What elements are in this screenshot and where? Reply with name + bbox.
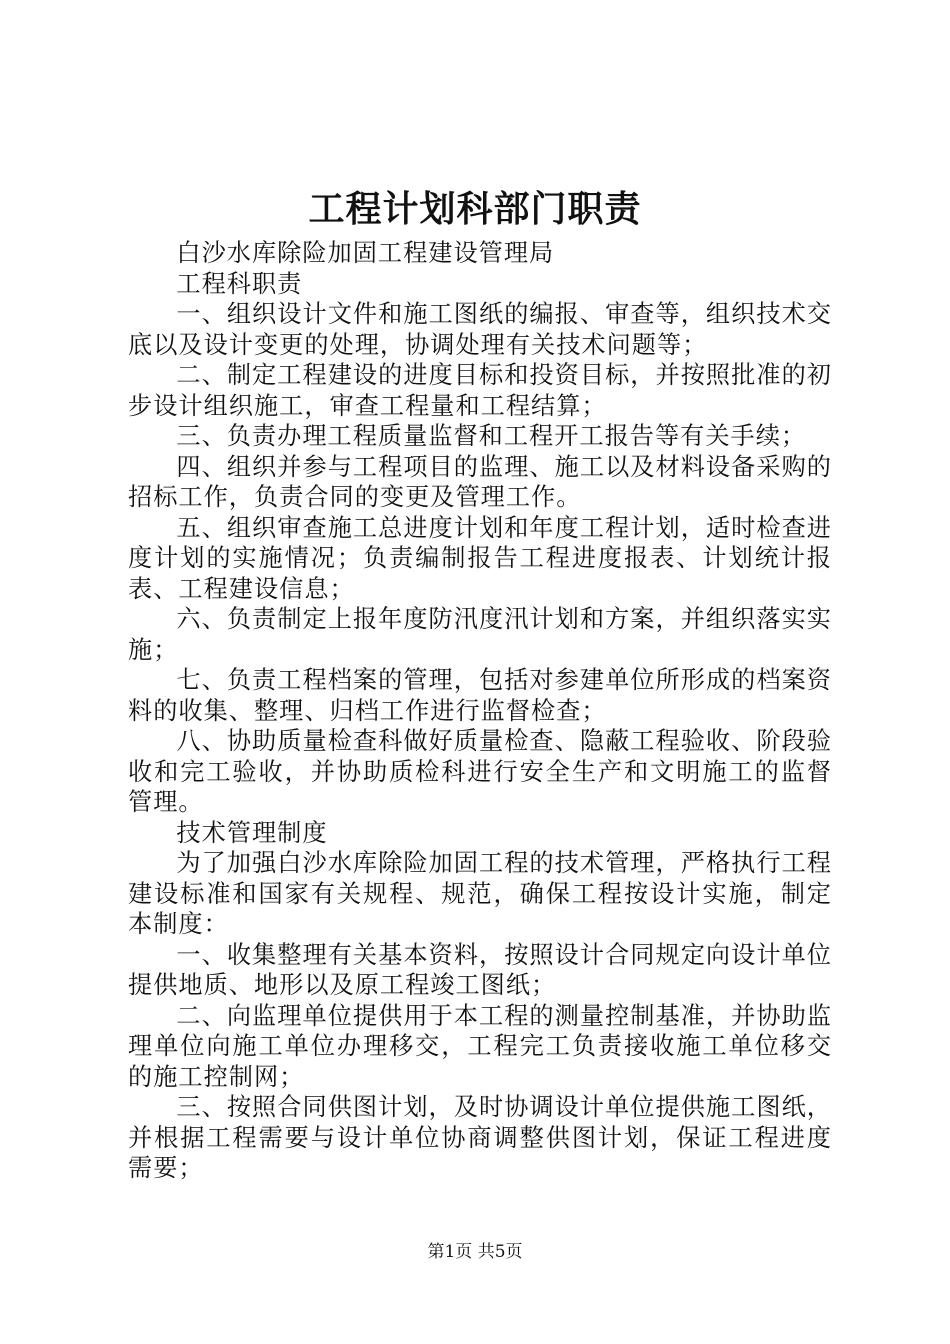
- paragraph: 五、组织审查施工总进度计划和年度工程计划，适时检查进度计划的实施情况；负责编制报告工程进度报表、计划统计报表、工程建设信息；: [128, 513, 832, 603]
- paragraph: 为了加强白沙水库除险加固工程的技术管理，严格执行工程建设标准和国家有关规程、规范，确保工程按设计实施，制定本制度：: [128, 849, 832, 938]
- paragraph: 四、组织并参与工程项目的监理、施工以及材料设备采购的招标工作，负责合同的变更及管理工作。: [128, 452, 832, 511]
- document-body: [128, 238, 832, 1184]
- paragraph: 白沙水库除险加固工程建设管理局: [176, 239, 555, 267]
- paragraph: 一、收集整理有关基本资料，按照设计合同规定向设计单位提供地质、地形以及原工程竣工图纸；: [128, 940, 832, 999]
- paragraph: 七、负责工程档案的管理，包括对参建单位所形成的档案资料的收集、整理、归档工作进行监督检查；: [128, 666, 832, 725]
- section-heading: 技术管理制度: [176, 818, 328, 847]
- paragraph: 二、制定工程建设的进度目标和投资目标，并按照批准的初步设计组织施工，审查工程量和工程结算；: [128, 361, 832, 420]
- paragraph: 一、组织设计文件和施工图纸的编报、审查等，组织技术交底以及设计变更的处理，协调处理有关技术问题等；: [128, 300, 832, 359]
- paragraph: 三、按照合同供图计划，及时协调设计单位提供施工图纸，并根据工程需要与设计单位协商调整供图计划，保证工程进度需要；: [128, 1093, 832, 1182]
- page-title: 工程计划科部门职责: [308, 188, 642, 230]
- paragraph: 八、协助质量检查科做好质量检查、隐蔽工程验收、阶段验收和完工验收，并协助质检科进行安全生产和文明施工的监督管理。: [128, 727, 832, 816]
- section-heading: 工程科职责: [176, 269, 303, 298]
- page-footer: [0, 1240, 950, 1264]
- page-total: 共5页: [477, 1242, 523, 1262]
- paragraph: 三、负责办理工程质量监督和工程开工报告等有关手续；: [176, 422, 807, 450]
- paragraph: 二、向监理单位提供用于本工程的测量控制基准，并协助监理单位向施工单位办理移交，工程完工负责接收施工单位移交的施工控制网；: [128, 1001, 832, 1091]
- paragraph: 六、负责制定上报年度防汛度汛计划和方案，并组织落实实施；: [128, 605, 832, 664]
- page-number: 第1页: [427, 1242, 473, 1262]
